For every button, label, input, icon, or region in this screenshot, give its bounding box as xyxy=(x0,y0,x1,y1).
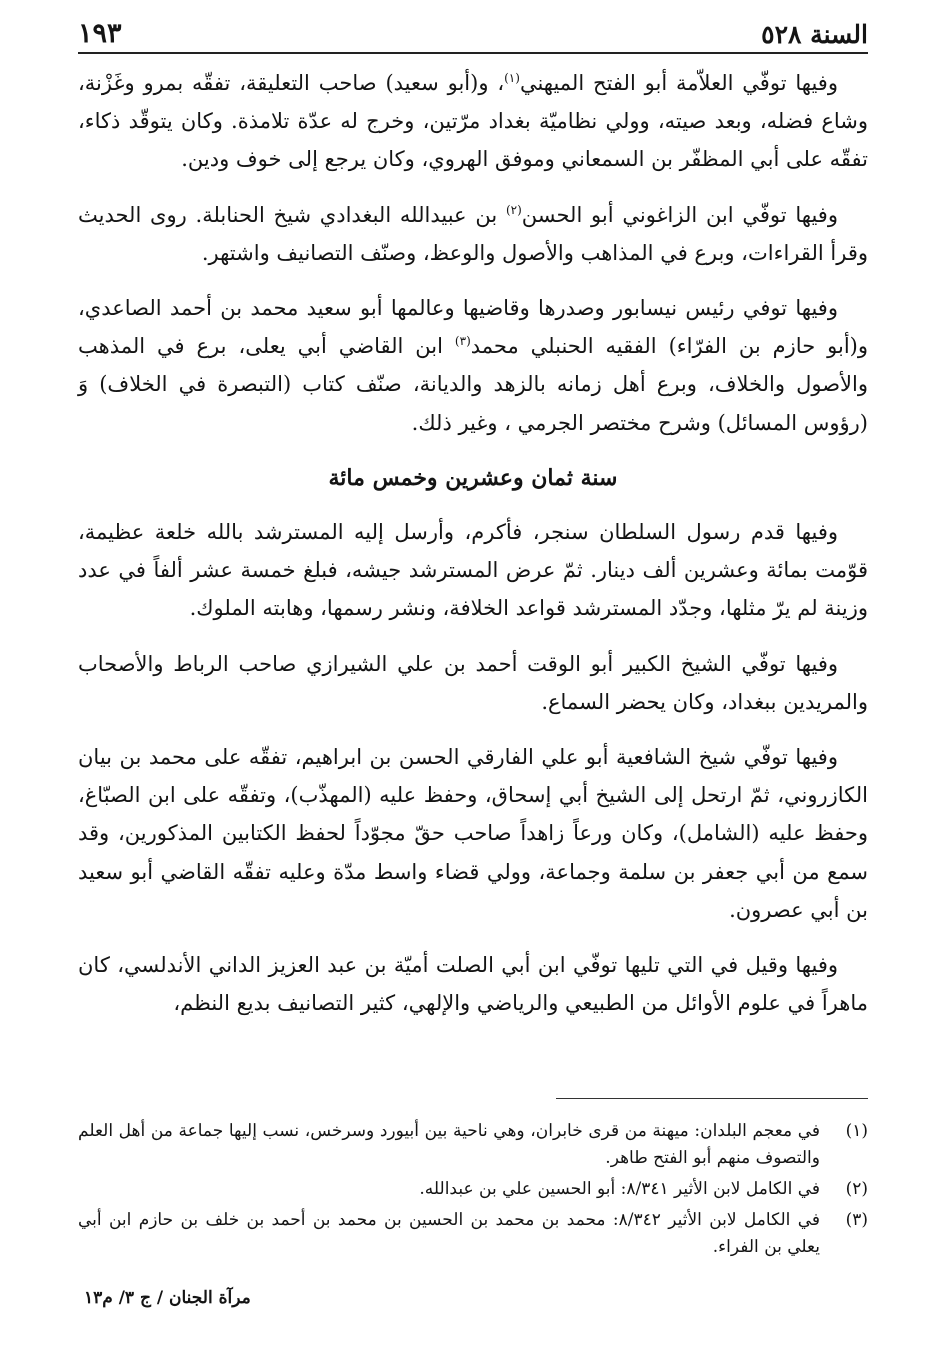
footnote-ref-3: (٣) xyxy=(454,334,471,349)
paragraph-3: وفيها توفي رئيس نيسابور وصدرها وقاضيها وعالمها أبو سعيد محمد بن أحمد الصاعدي، و(أبو حازم بن الفرّاء) الفقيه الحنبلي محمد$^{(٣)}$ ابن القاضي أبي يعلى، برع في المذهب والأصول والخلاف، وبرع أهل زمانه بالزهد والديانة، صنّف كتاب (التبصرة في الخلاف) وَ (رؤوس المسائل) وشرح مختصر الجرمي ، وغير ذلك. xyxy=(78,296,868,435)
footnote-text: في الكامل لابن الأثير ٨/٣٤٢: محمد بن محمد بن الحسين بن محمد بن أحمد بن خلف بن حازم ابن أبي يعلي بن الفراء. xyxy=(78,1210,821,1257)
printer-signature: مرآة الجنان / ج ٣/ م١٣ xyxy=(84,1288,251,1308)
paragraph-1: وفيها توفّي العلاّمة أبو الفتح الميهني$^{(١)}$، و(أبو سعيد) صاحب التعليقة، تفقّه بمرو وغَزْنة، وشاع فضله، وبعد صيته، وولي نظاميّة بغداد مرّتين، وخرج له عدّة تلامذة. وكان يتوقّد ذكاء، تفقّه على أبي المظفّر بن السمعاني وموفق الهروي، وكان يرجع إلى خوف ودين. xyxy=(78,71,868,172)
footnote-number: (٣) xyxy=(845,1210,868,1230)
paragraph-6: وفيها توفّي شيخ الشافعية أبو علي الفارقي الحسن بن ابراهيم، تفقّه على محمد بن بيان الكازروني، ثمّ ارتحل إلى الشيخ أبي إسحاق، وحفظ عليه (المهذّب)، وتفقّه على ابن الصبّاغ، وحفظ عليه (الشامل)، وكان ورعاً زاهداً صاحب حقّ مجوّداً لحفظ الكتابين المذكورين، وقد سمع من أبي جعفر بن سلمة وجماعة، وولي قضاء واسط مدّة وعليه تفقّه القاضي أبو سعيد بن أبي عصرون. xyxy=(78,745,868,922)
page-header xyxy=(78,14,868,52)
main-text xyxy=(78,64,868,1039)
footnote-2 xyxy=(78,1176,868,1203)
footnote-text: في معجم البلدان: ميهنة من قرى خابران، وهي ناحية بين أبيورد وسرخس، نسب إليها جماعة من أهل العلم والتصوف منهم أبو الفتح طاهر. xyxy=(78,1121,820,1168)
header-rule xyxy=(78,52,868,54)
paragraph-4: وفيها قدم رسول السلطان سنجر، فأكرم، وأرسل إليه المسترشد بالله خلعة عظيمة، قوّمت بمائة وعشرين ألف دينار. ثمّ عرض المسترشد جيشه، فبلغ خمسة عشر ألفاً في عدد وزينة لم يرّ مثلها، وجدّد المسترشد قواعد الخلافة، ونشر رسمها، وهابته الملوك. xyxy=(78,520,868,621)
paragraph-5: وفيها توفّي الشيخ الكبير أبو الوقت أحمد بن علي الشيرازي صاحب الرباط والأصحاب والمريدين ببغداد، وكان يحضر السماع. xyxy=(78,651,868,714)
page-number: ١٩٣ xyxy=(78,18,122,49)
footnote-text: في الكامل لابن الأثير ٨/٣٤١: أبو الحسين علي بن عبدالله. xyxy=(419,1179,820,1199)
footnote-ref-2: (٢) xyxy=(505,202,522,217)
paragraph-2: وفيها توفّي ابن الزاغوني أبو الحسن$^{(٢)}$ بن عبيدالله البغدادي شيخ الحنابلة. روى الحديث وقرأ القراءات، وبرع في المذاهب والأصول والوعظ، وصنّف التصانيف واشتهر. xyxy=(78,202,868,265)
footnote-number: (١) xyxy=(845,1121,868,1141)
footnote-3 xyxy=(78,1207,868,1261)
footnote-1 xyxy=(78,1118,868,1172)
footnote-number: (٢) xyxy=(845,1179,868,1199)
footnote-ref-1: (١) xyxy=(504,71,520,85)
footnote-rule xyxy=(556,1098,868,1099)
footnotes xyxy=(78,1118,868,1265)
section-heading: سنة ثمان وعشرين وخمس مائة xyxy=(328,464,618,491)
running-title: السنة ٥٢٨ xyxy=(761,20,868,49)
paragraph-7: وفيها وقيل في التي تليها توفّي ابن أبي الصلت أميّة بن عبد العزيز الداني الأندلسي، كان ماهراً في علوم الأوائل من الطبيعي والرياضي والإلهي، كثير التصانيف بديع النظم، xyxy=(78,953,868,1016)
